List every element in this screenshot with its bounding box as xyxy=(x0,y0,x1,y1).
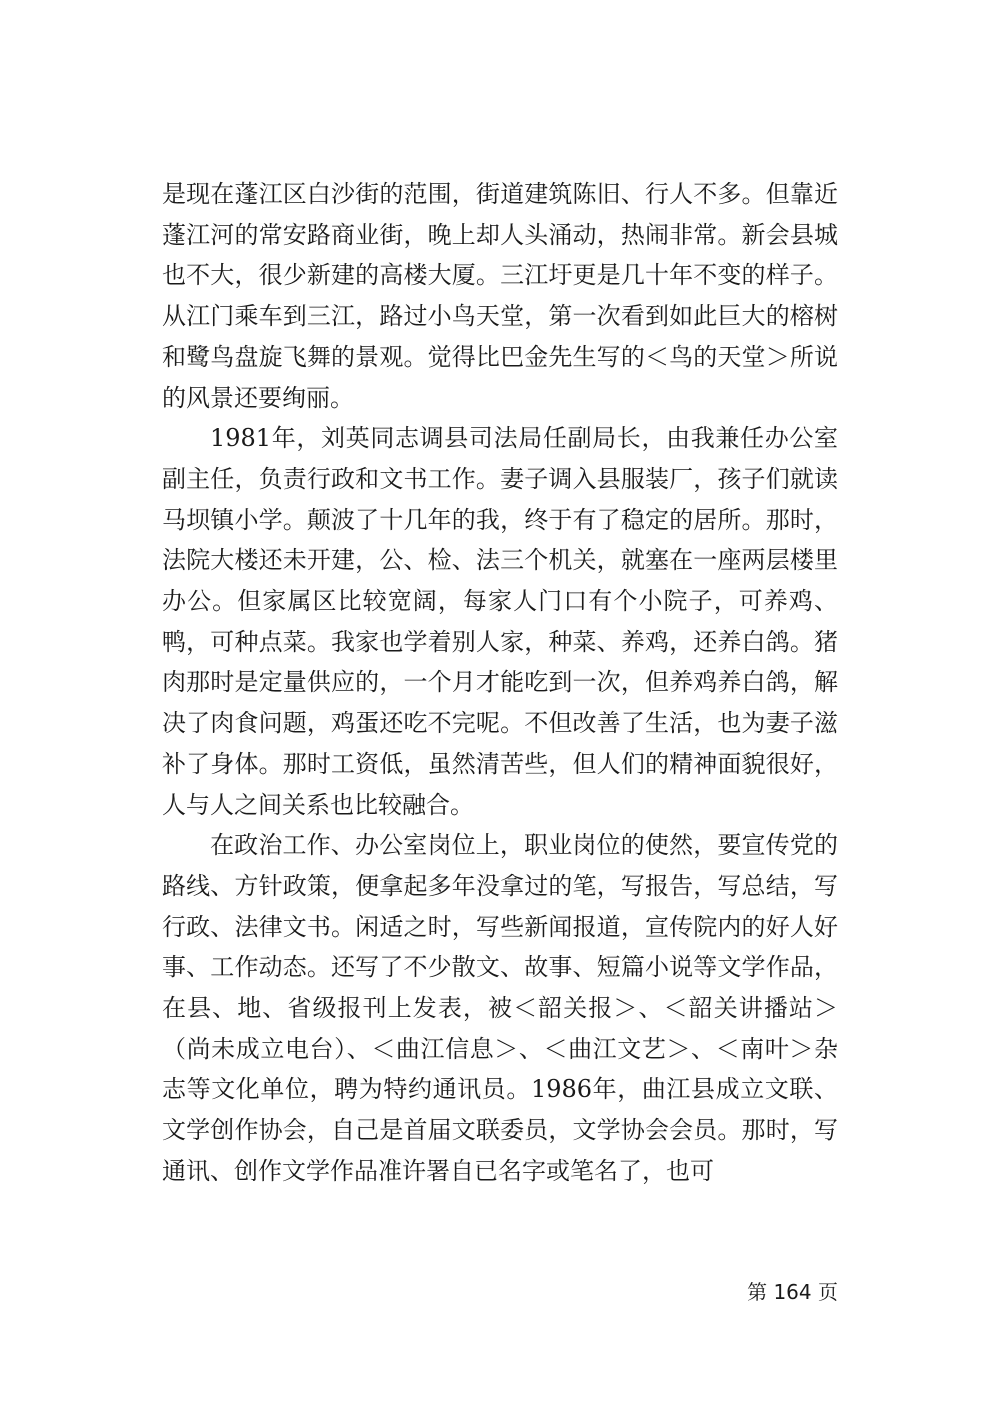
page-footer xyxy=(747,1276,838,1305)
paragraph-2: 1981年，刘英同志调县司法局任副局长，由我兼任办公室副主任，负责行政和文书工作。妻子调入县服装厂，孩子们就读马坝镇小学。颠波了十几年的我，终于有了稳定的居所。那时，法院大楼还未开建，公、检、法三个机关，就塞在一座两层楼里办公。但家属区比较宽阔，每家人门口有个小院子，可养鸡、鸭，可种点菜。我家也学着别人家，种菜、养鸡，还养白鸽。猪肉那时是定量供应的，一个月才能吃到一次，但养鸡养白鸽，解决了肉食问题，鸡蛋还吃不完呢。不但改善了生活，也为妻子滋补了身体。那时工资低，虽然清苦些，但人们的精神面貌很好，人与人之间关系也比较融合。 xyxy=(162,424,838,819)
paragraph-3: 在政治工作、办公室岗位上，职业岗位的使然，要宣传党的路线、方针政策，便拿起多年没拿过的笔，写报告，写总结，写行政、法律文书。闲适之时，写些新闻报道，宣传院内的好人好事、工作动态。还写了不少散文、故事、短篇小说等文学作品，在县、地、省级报刊上发表，被＜韶关报＞、＜韶关讲播站＞（尚未成立电台）、＜曲江信息＞、＜曲江文艺＞、＜南叶＞杂志等文化单位，聘为特约通讯员。1986年，曲江县成立文联、文学创作协会，自己是首届文联委员，文学协会会员。那时，写通讯、创作文学作品准许署自已名字或笔名了，也可 xyxy=(162,831,838,1185)
page-number-suffix: 页 xyxy=(818,1280,838,1304)
paragraph-1: 是现在蓬江区白沙街的范围，街道建筑陈旧、行人不多。但靠近蓬江河的常安路商业街，晚上却人头涌动，热闹非常。新会县城也不大，很少新建的高楼大厦。三江圩更是几十年不变的样子。从江门乘车到三江，路过小鸟天堂，第一次看到如此巨大的榕树和鹭鸟盘旋飞舞的景观。觉得比巴金先生写的＜鸟的天堂＞所说的风景还要绚丽。 xyxy=(162,180,838,412)
page-number-prefix: 第 xyxy=(747,1280,768,1304)
page-number: 164 xyxy=(773,1280,812,1304)
body-text xyxy=(162,174,838,1192)
